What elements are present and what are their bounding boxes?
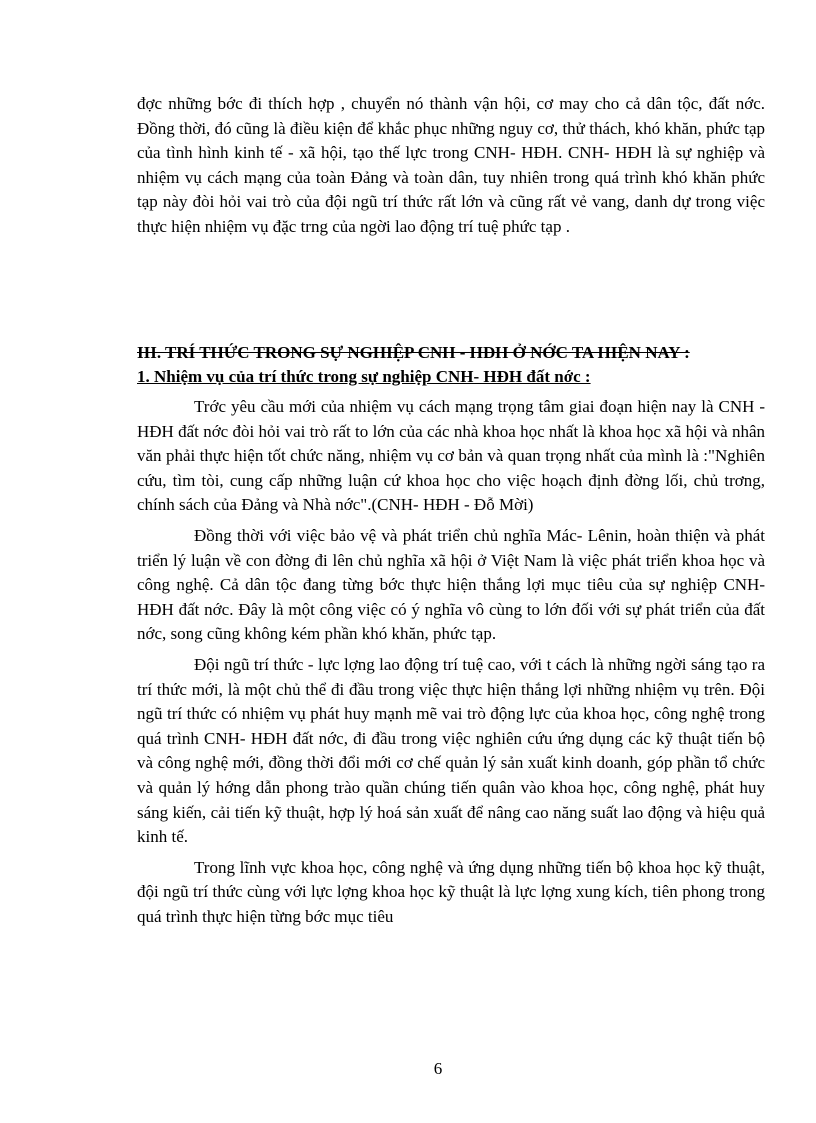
section-heading: III. TRÍ THỨC TRONG SỰ NGHIỆP CNH - HĐH Ở NỚC TA HIỆN NAY : bbox=[137, 343, 690, 362]
paragraph-body-3: Đội ngũ trí thức - lực lợng lao động trí tuệ cao, với t cách là những ngời sáng tạo ra trí thức mới, là một chủ thể đi đầu trong việc thực hiện thắng lợi những nhiệm vụ trên. Đội ngũ trí thức có nhiệm vụ phát huy mạnh mẽ vai trò động lực của khoa học, công nghệ trong quá trình CNH- HĐH đất nớc, đi đầu trong việc nghiên cứu ứng dụng các kỹ thuật tiến bộ và công nghệ mới, đồng thời đổi mới cơ chế quản lý sản xuất kinh doanh, góp phần tổ chức và quản lý hớng dẫn phong trào quần chúng tiến quân vào khoa học, công nghệ, phát huy sáng kiến, cải tiến kỹ thuật, hợp lý hoá sản xuất để nâng cao năng suất lao động và hiệu quả kinh tế. bbox=[137, 654, 765, 847]
page-number: 6 bbox=[433, 1059, 443, 1078]
paragraph-body-2: Đồng thời với việc bảo vệ và phát triển chủ nghĩa Mác- Lênin, hoàn thiện và phát triển lý luận về con đờng đi lên chủ nghĩa xã hội ở Việt Nam là việc phát triển khoa học và công nghệ. Cả dân tộc đang từng bớc thực hiện thắng lợi mục tiêu của sự nghiệp CNH- HĐH đất nớc. Đây là một công việc có ý nghĩa vô cùng to lớn đối với sự phát triển của đất nớc, song cũng không kém phần khó khăn, phức tạp. bbox=[137, 525, 765, 644]
paragraph-body-4: Trong lĩnh vực khoa học, công nghệ và ứng dụng những tiến bộ khoa học kỹ thuật, đội ngũ trí thức cùng với lực lợng khoa học kỹ thuật là lực lợng xung kích, tiên phong trong quá trình thực hiện từng bớc mục tiêu bbox=[137, 857, 765, 926]
intro-text-block bbox=[137, 92, 765, 240]
paragraph-intro: đợc những bớc đi thích hợp , chuyển nó thành vận hội, cơ may cho cả dân tộc, đất nớc. Đồng thời, đó cũng là điều kiện để khắc phục những nguy cơ, thử thách, khó khăn, phức tạp của tình hình kinh tế - xã hội, tạo thế lực trong CNH- HĐH. CNH- HĐH là sự nghiệp và nhiệm vụ cách mạng của toàn Đảng và toàn dân, tuy nhiên trong quá trình khó khăn phức tạp này đòi hỏi vai trò của đội ngũ trí thức rất lớn và cũng rất vẻ vang, danh dự trong việc thực hiện nhiệm vụ đặc trng của ngời lao động trí tuệ phức tạp . bbox=[137, 94, 765, 236]
paragraph-body-1: Trớc yêu cầu mới của nhiệm vụ cách mạng trọng tâm giai đoạn hiện nay là CNH - HĐH đất nớc đòi hỏi vai trò rất to lớn của các nhà khoa học nhất là khoa học xã hội và nhân văn phải thực hiện tốt chức năng, nhiệm vụ cơ bản và quan trọng nhất của mình là :"Nghiên cứu, tìm tòi, cung cấp những luận cứ khoa học cho việc hoạch định đờng lối, chủ trơng, chính sách của Đảng và Nhà nớc".(CNH- HĐH - Đỗ Mời) bbox=[137, 397, 765, 515]
subsection-heading: 1. Nhiệm vụ của trí thức trong sự nghiệp CNH- HĐH đất nớc : bbox=[137, 367, 591, 386]
section-text-block bbox=[137, 341, 765, 929]
